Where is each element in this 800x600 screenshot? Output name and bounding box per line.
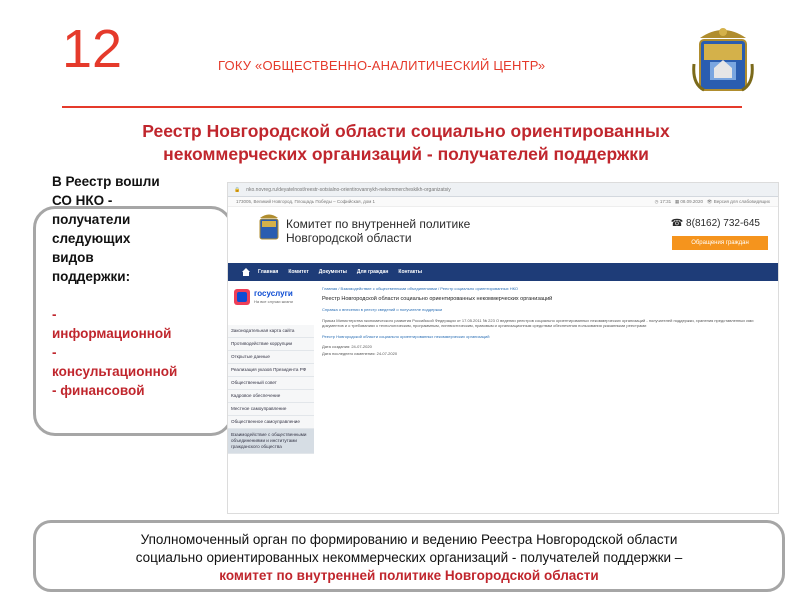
nav-item[interactable]: Главная (258, 269, 279, 275)
support-types-list (52, 210, 222, 400)
sidebar-item[interactable]: Общественный совет (228, 377, 314, 390)
support-item: - (52, 345, 57, 360)
nav-item[interactable]: Документы (318, 269, 347, 275)
document-link[interactable]: Реестр Новгородской области социально ориентированных некоммерческих организаций (322, 333, 490, 339)
site-nav (228, 263, 778, 281)
authority-name: комитет по внутренней политике Новгородской области (219, 568, 599, 583)
site-phone[interactable]: ☎ 8(8162) 732-645 (670, 218, 760, 229)
intro-line: В Реестр вошли (52, 174, 160, 189)
sidebar-item[interactable]: Реализация указов Президента РФ (228, 364, 314, 377)
sidebar-item[interactable]: Кадровое обеспечение (228, 390, 314, 403)
clock-icon: ◷ (654, 198, 659, 204)
box-line: следующих (52, 231, 131, 246)
browser-url[interactable]: nko.novreg.ru/deyatelnost/reestr-sotsialno-orientirovannykh-nekommercheskikh-organizatsiy (246, 186, 451, 193)
accessibility-link[interactable]: Версия для слабовидящих (713, 198, 770, 204)
box-line: получатели (52, 212, 131, 227)
gosuslugi-subtitle: На все случаи жизни (254, 299, 293, 304)
nav-item[interactable]: Для граждан (356, 269, 389, 275)
coat-of-arms-icon (692, 24, 754, 94)
nav-item[interactable]: Комитет (288, 269, 309, 275)
support-item: консультационной (52, 364, 178, 379)
authority-box (33, 520, 785, 592)
time: 17:31 (659, 198, 672, 204)
support-item: - финансовой (52, 383, 145, 398)
org-name: ГОКУ «ОБЩЕСТВЕННО-АНАЛИТИЧЕСКИЙ ЦЕНТР» (218, 58, 546, 73)
sidebar-item-active[interactable]: Взаимодействие с общественными объединениями и институтами гражданского общества (228, 429, 314, 454)
sidebar-item[interactable]: Местное самоуправление (228, 403, 314, 416)
nav-item[interactable]: Контакты (398, 269, 422, 275)
site-header (228, 207, 778, 263)
title-line-2: некоммерческих организаций - получателей поддержки (163, 144, 649, 164)
sidebar-menu (228, 325, 314, 454)
website-screenshot (228, 183, 778, 513)
page-heading: Реестр Новгородской области социально ориентированных некоммерческих организаций (322, 296, 553, 302)
document-link[interactable]: Справка о внесении в реестр сведений о получателе поддержки (322, 307, 443, 312)
browser-bar (228, 183, 778, 197)
site-coat-of-arms-icon (258, 213, 280, 241)
calendar-icon: ▦ (674, 198, 680, 204)
gosuslugi-icon (234, 289, 250, 305)
breadcrumb[interactable]: Главная / Взаимодействие с общественными объединениями / Реестр социально ориентированных НКО (322, 286, 519, 291)
site-info-bar (228, 197, 778, 207)
sidebar-item[interactable]: Открытые данные (228, 351, 314, 364)
updated-date: Дата последнего изменения: 24-07-2020 (322, 350, 398, 356)
date: 08.09.2020 (680, 198, 703, 204)
support-item: - (52, 307, 57, 322)
paragraph: Приказ Министерства экономического развития Российской Федерации от 17.05.2011 № 223 О ведении реестров социально ориентированных некоммерческих организаций - получателей поддержки, хранения представленных ими документов и о требованиях к технологическим, программным, лингвистическим, правовым и организационным средствам обеспечения пользования указанными реестрами (322, 317, 754, 328)
gosuslugi-banner[interactable] (234, 289, 314, 309)
sidebar-item[interactable]: Противодействие коррупции (228, 338, 314, 351)
left-intro (52, 172, 160, 210)
authority-line: социально ориентированных некоммерческих организаций - получателей поддержки – (135, 550, 683, 565)
home-icon[interactable] (242, 268, 250, 276)
sidebar-item[interactable]: Законодательная карта сайта (228, 325, 314, 338)
intro-line: СО НКО - (52, 193, 113, 208)
site-content (228, 281, 778, 501)
authority-line: Уполномоченный орган по формированию и ведению Реестра Новгородской области (140, 532, 678, 547)
phone-icon: ☎ (670, 218, 684, 229)
box-line: поддержки: (52, 269, 131, 284)
slide-number: 12 (62, 19, 123, 79)
support-item: информационной (52, 326, 172, 341)
appeal-button[interactable]: Обращения граждан (672, 236, 768, 250)
eye-icon: 👁 (706, 198, 713, 204)
header-divider (62, 106, 742, 108)
created-date: Дата создания: 24-07-2020 (322, 344, 372, 349)
lock-icon: 🔒 (234, 186, 241, 193)
box-line: видов (52, 250, 94, 265)
slide-title (70, 120, 742, 166)
address: 173005, Великий Новгород, Площадь Победы – Софийская, дом 1 (236, 199, 376, 204)
gosuslugi-title: госуслуги (254, 289, 293, 298)
site-title[interactable]: Комитет по внутренней политике Новгородской области (286, 217, 471, 245)
site-main (322, 281, 767, 356)
title-line-1: Реестр Новгородской области социально ориентированных (142, 121, 670, 141)
sidebar-item[interactable]: Общественное самоуправление (228, 416, 314, 429)
